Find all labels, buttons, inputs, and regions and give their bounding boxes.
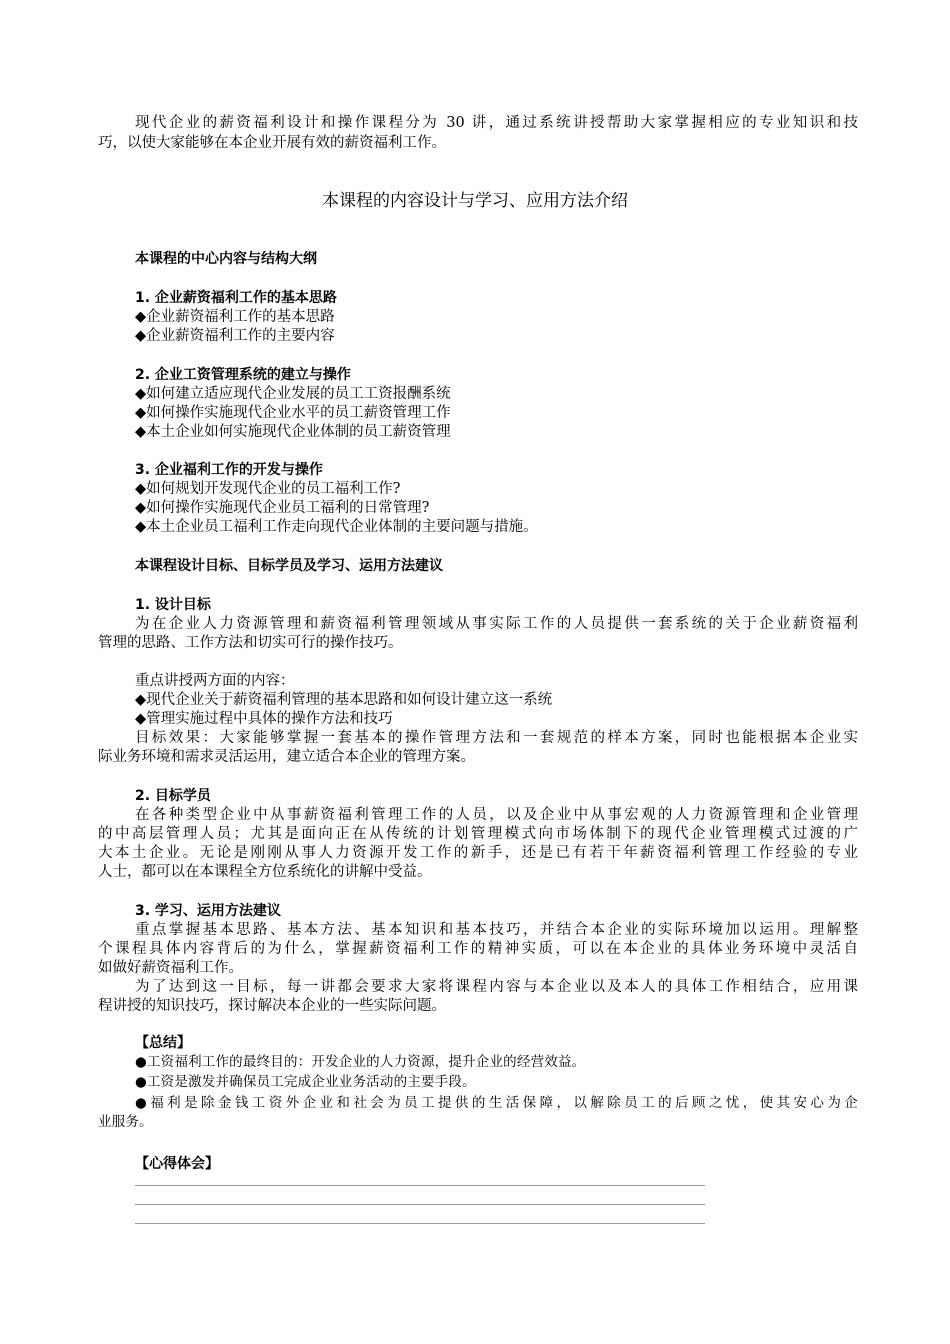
section-3-item-1: ◆如何规划开发现代企业的员工福利工作?: [135, 481, 401, 497]
method-heading: 3. 学习、运用方法建议: [135, 903, 281, 919]
summary-item-1: ●工资福利工作的最终目的：开发企业的人力资源，提升企业的经营效益。: [135, 1054, 586, 1070]
method-para-1-line-3: 如做好薪资福利工作。: [98, 960, 243, 976]
notes-blank-line-2: [135, 1204, 705, 1205]
students-heading: 2. 目标学员: [135, 788, 211, 804]
goal-item-1: ◆现代企业关于薪资福利管理的基本思路和如何设计建立这一系统: [135, 692, 553, 708]
students-line-3: 大本土企业。无论是刚刚从事人力资源开发工作的新手，还是已有若干年薪资福利管理工作经验的专业: [98, 845, 858, 861]
section-3-item-3: ◆本土企业员工福利工作走向现代企业体制的主要问题与措施。: [135, 519, 538, 535]
section-1-heading: 1. 企业薪资福利工作的基本思路: [135, 290, 337, 306]
method-para-1-line-2: 个课程具体内容背后的为什么，掌握薪资福利工作的精神实质，可以在本企业的具体业务环境中灵活自: [98, 941, 858, 957]
design-heading: 本课程设计目标、目标学员及学习、运用方法建议: [135, 558, 443, 574]
goal-para-1-line-2: 管理的思路、工作方法和切实可行的操作技巧。: [98, 635, 403, 651]
students-line-1: 在各种类型企业中从事薪资福利管理工作的人员，以及企业中从事宏观的人力资源管理和企业管理: [135, 807, 858, 823]
students-line-2: 的中高层管理人员；尤其是面向正在从传统的计划管理模式向市场体制下的现代企业管理模式过渡的广: [98, 826, 858, 842]
method-para-1-line-1: 重点掌握基本思路、基本方法、基本知识和基本技巧，并结合本企业的实际环境加以运用。理解整: [135, 922, 858, 938]
section-3-item-2: ◆如何操作实施现代企业员工福利的日常管理?: [135, 500, 430, 516]
intro-line-2: 巧，以使大家能够在本企业开展有效的薪资福利工作。: [98, 135, 446, 151]
page-title: 本课程的内容设计与学习、应用方法介绍: [322, 191, 628, 211]
section-2-item-1: ◆如何建立适应现代企业发展的员工工资报酬系统: [135, 386, 451, 402]
goal-item-2: ◆管理实施过程中具体的操作方法和技巧: [135, 711, 393, 727]
method-para-2-line-2: 程讲授的知识技巧，探讨解决本企业的一些实际问题。: [98, 998, 446, 1014]
section-2-item-3: ◆本土企业如何实施现代企业体制的员工薪资管理: [135, 424, 451, 440]
notes-blank-line-3: [135, 1223, 705, 1224]
summary-heading: 【总结】: [135, 1035, 191, 1051]
goal-para-1-line-1: 为在企业人力资源管理和薪资福利管理领域从事实际工作的人员提供一套系统的关于企业薪资福利: [135, 616, 858, 632]
outline-heading: 本课程的中心内容与结构大纲: [135, 251, 317, 267]
section-2-item-2: ◆如何操作实施现代企业水平的员工薪资管理工作: [135, 405, 451, 421]
goal-effect-line-1: 目标效果：大家能够掌握一套基本的操作管理方法和一套规范的样本方案，同时也能根据本企业实: [135, 730, 858, 746]
method-para-2-line-1: 为了达到这一目标，每一讲都会要求大家将课程内容与本企业以及本人的具体工作相结合，应用课: [135, 979, 858, 995]
goal-para-2: 重点讲授两方面的内容：: [135, 673, 295, 689]
intro-line-1: 现代企业的薪资福利设计和操作课程分为 30 讲，通过系统讲授帮助大家掌握相应的专业知识和技: [135, 115, 858, 131]
notes-heading: 【心得体会】: [135, 1156, 219, 1172]
summary-item-3-line-1: ●福利是除金钱工资外企业和社会为员工提供的生活保障，以解除员工的后顾之忧，使其安心为企: [135, 1095, 858, 1111]
goal-heading: 1. 设计目标: [135, 597, 211, 613]
section-1-item-1: ◆企业薪资福利工作的基本思路: [135, 309, 335, 325]
section-1-item-2: ◆企业薪资福利工作的主要内容: [135, 328, 335, 344]
goal-effect-line-2: 际业务环境和需求灵活运用，建立适合本企业的管理方案。: [98, 749, 475, 765]
students-line-4: 人士，都可以在本课程全方位系统化的讲解中受益。: [98, 864, 432, 880]
summary-item-2: ●工资是激发并确保员工完成企业业务活动的主要手段。: [135, 1074, 476, 1090]
summary-item-3-line-2: 业服务。: [98, 1114, 153, 1130]
section-3-heading: 3. 企业福利工作的开发与操作: [135, 462, 323, 478]
notes-blank-line-1: [135, 1185, 705, 1186]
section-2-heading: 2. 企业工资管理系统的建立与操作: [135, 367, 351, 383]
